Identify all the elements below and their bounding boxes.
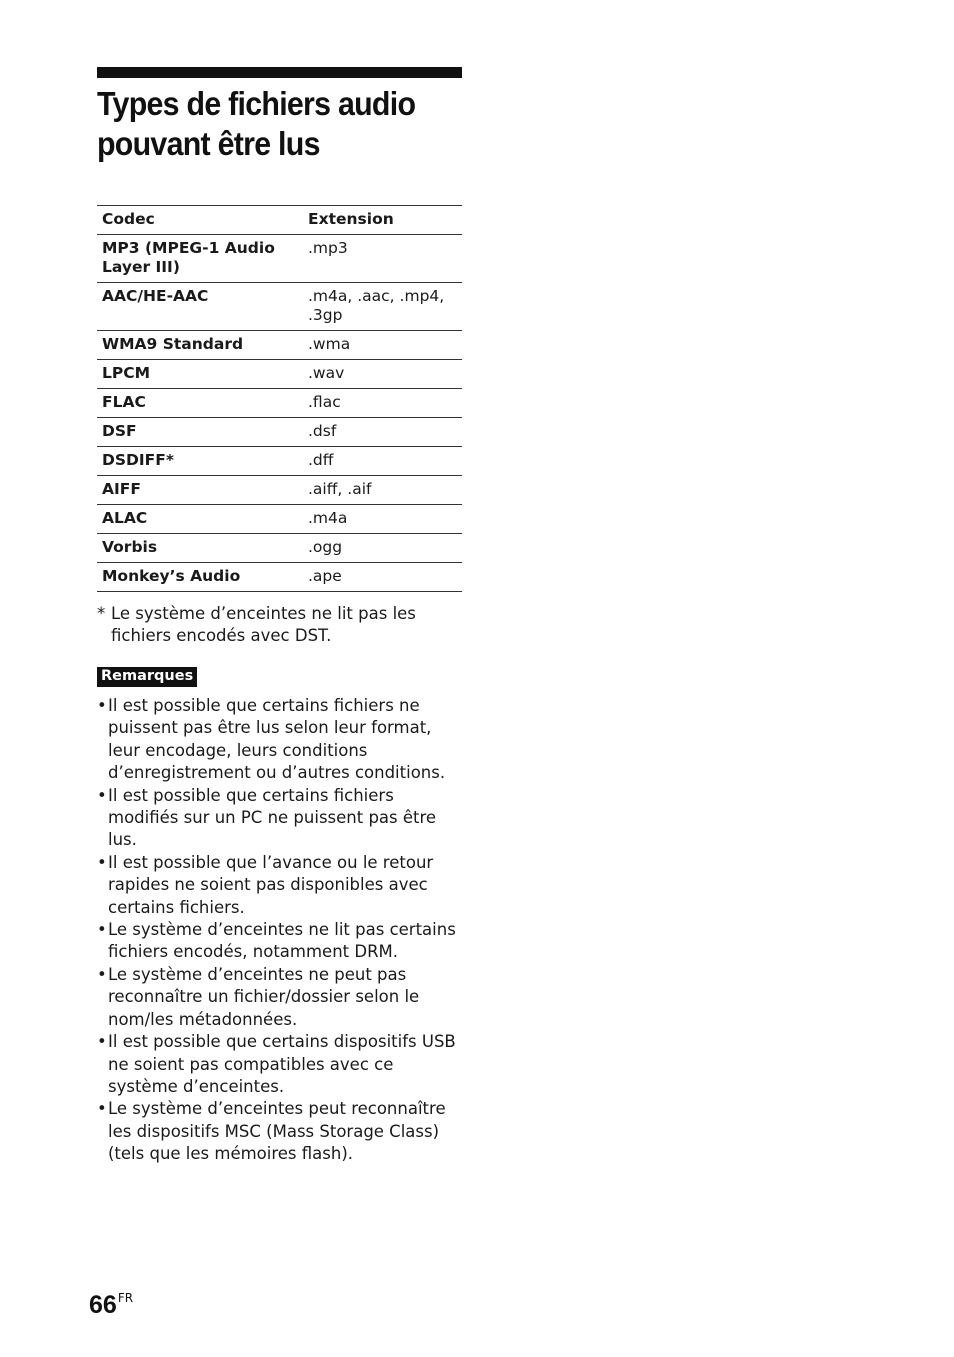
extension-cell: .mp3 bbox=[303, 235, 462, 283]
list-item bbox=[97, 919, 467, 964]
codec-cell: Vorbis bbox=[97, 534, 303, 563]
extension-cell: .aiff, .aif bbox=[303, 476, 462, 505]
page-number-value: 66 bbox=[89, 1291, 117, 1319]
footnote-mark: * bbox=[97, 604, 106, 623]
codec-cell: Monkey’s Audio bbox=[97, 563, 303, 592]
bullet-icon: • bbox=[97, 852, 107, 872]
list-item-text: Le système d’enceintes peut reconnaître les dispositifs MSC (Mass Storage Class) (tels que les mémoires flash). bbox=[108, 1099, 446, 1164]
table-row bbox=[97, 476, 462, 505]
table-row bbox=[97, 389, 462, 418]
extension-cell: .wma bbox=[303, 331, 462, 360]
extension-cell: .dsf bbox=[303, 418, 462, 447]
codec-cell: LPCM bbox=[97, 360, 303, 389]
list-item-text: Il est possible que certains dispositifs USB ne soient pas compatibles avec ce système d’enceintes. bbox=[108, 1032, 456, 1096]
table-row bbox=[97, 563, 462, 592]
page-number bbox=[89, 1291, 133, 1320]
extension-cell: .m4a bbox=[303, 505, 462, 534]
page-title-line-2: pouvant être lus bbox=[97, 125, 320, 162]
list-item-text: Il est possible que certains fichiers modifiés sur un PC ne puissent pas être lus. bbox=[108, 785, 437, 850]
extension-cell: .m4a, .aac, .mp4, .3gp bbox=[303, 283, 462, 331]
list-item bbox=[97, 695, 467, 785]
codec-cell: DSDIFF* bbox=[97, 447, 303, 476]
list-item-text: Le système d’enceintes ne lit pas certains fichiers encodés, notamment DRM. bbox=[108, 920, 456, 962]
list-item-text: Il est possible que l’avance ou le retour rapides ne soient pas disponibles avec certains fichiers. bbox=[108, 852, 434, 917]
bullet-icon: • bbox=[97, 696, 107, 715]
header-codec: Codec bbox=[97, 206, 303, 235]
footnote-text: Le système d’enceintes ne lit pas les fichiers encodés avec DST. bbox=[111, 604, 416, 645]
table-row bbox=[97, 331, 462, 360]
list-item-text: Il est possible que certains fichiers ne puissent pas être lus selon leur format, leur encodage, leurs conditions d’enregistrement ou d’autres conditions. bbox=[108, 696, 446, 783]
extension-cell: .dff bbox=[303, 447, 462, 476]
codec-cell: ALAC bbox=[97, 505, 303, 534]
table-row bbox=[97, 418, 462, 447]
page-title bbox=[97, 84, 433, 164]
list-item bbox=[97, 964, 467, 1031]
extension-cell: .ogg bbox=[303, 534, 462, 563]
title-rule bbox=[97, 67, 462, 78]
codec-cell: WMA9 Standard bbox=[97, 331, 303, 360]
page-language-code: FR bbox=[117, 1291, 134, 1305]
list-item bbox=[97, 1098, 467, 1165]
list-item bbox=[97, 785, 467, 852]
page-title-line-1: Types de fichiers audio bbox=[97, 85, 416, 122]
table-row bbox=[97, 447, 462, 476]
table-row bbox=[97, 283, 462, 331]
header-extension: Extension bbox=[303, 206, 462, 235]
bullet-icon: • bbox=[97, 785, 107, 805]
codec-cell: AIFF bbox=[97, 476, 303, 505]
bullet-icon: • bbox=[97, 1032, 107, 1052]
codec-cell: AAC/HE-AAC bbox=[97, 283, 303, 331]
table-row bbox=[97, 235, 462, 283]
table-row bbox=[97, 505, 462, 534]
table-row bbox=[97, 534, 462, 563]
table-footnote bbox=[97, 603, 462, 647]
codec-cell: MP3 (MPEG-1 Audio Layer III) bbox=[97, 235, 303, 283]
extension-cell: .wav bbox=[303, 360, 462, 389]
table-header-row bbox=[97, 206, 462, 235]
codec-table bbox=[97, 205, 462, 592]
list-item-text: Le système d’enceintes ne peut pas reconnaître un fichier/dossier selon le nom/les métadonnées. bbox=[108, 964, 420, 1029]
extension-cell: .flac bbox=[303, 389, 462, 418]
bullet-icon: • bbox=[97, 964, 107, 984]
bullet-icon: • bbox=[97, 920, 107, 940]
codec-cell: DSF bbox=[97, 418, 303, 447]
list-item bbox=[97, 1031, 467, 1098]
bullet-icon: • bbox=[97, 1099, 107, 1119]
extension-cell: .ape bbox=[303, 563, 462, 592]
remarks-label: Remarques bbox=[97, 667, 197, 687]
codec-cell: FLAC bbox=[97, 389, 303, 418]
remarks-list bbox=[97, 695, 467, 1166]
table-row bbox=[97, 360, 462, 389]
list-item bbox=[97, 852, 467, 919]
